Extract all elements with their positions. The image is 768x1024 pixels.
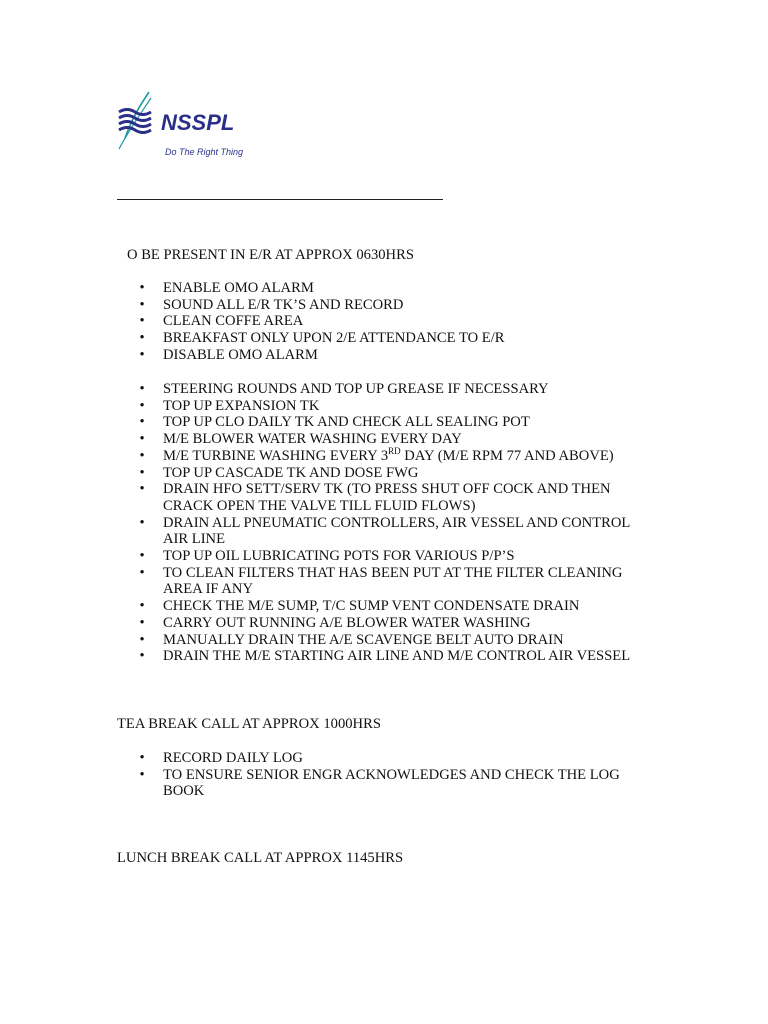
list-item-text: DRAIN ALL PNEUMATIC CONTROLLERS, AIR VESSEL AND CONTROL AIR LINE [163,514,630,548]
list-item [136,414,656,431]
list-item-text: DRAIN HFO SETT/SERV TK (TO PRESS SHUT OFF COCK AND THEN CRACK OPEN THE VALVE TILL FLUID FLOWS) [163,481,611,514]
bullet-icon: • [139,631,145,648]
list-item-text: TOP UP CLO DAILY TK AND CHECK ALL SEALING POT [163,414,530,431]
bullet-icon: • [139,464,145,481]
list-item [136,398,656,415]
list-item-text: TO CLEAN FILTERS THAT HAS BEEN PUT AT THE FILTER CLEANING AREA IF ANY [163,564,623,598]
list-item-text: TOP UP CASCADE TK AND DOSE FWG [163,464,419,481]
logo-graphic [115,86,285,166]
list-item-text: TOP UP EXPANSION TK [163,397,320,414]
bullet-icon: • [139,481,145,498]
morning-task-list-b [136,381,656,665]
bullet-icon: • [139,598,145,615]
list-item-text: BREAKFAST ONLY UPON 2/E ATTENDANCE TO E/R [163,330,505,347]
bullet-icon: • [139,648,145,665]
bullet-icon: • [139,397,145,414]
bullet-icon: • [139,280,145,296]
list-item-text: CHECK THE M/E SUMP, T/C SUMP VENT CONDENSATE DRAIN [163,598,580,615]
list-item-text: CARRY OUT RUNNING A/E BLOWER WATER WASHING [163,614,531,631]
list-item [136,465,656,482]
list-item-text: TOP UP OIL LUBRICATING POTS FOR VARIOUS P/P’S [163,548,515,565]
list-item-text: SOUND ALL E/R TK’S AND RECORD [163,296,404,313]
list-item-text: ENABLE OMO ALARM [163,280,314,296]
list-item-text: RECORD DAILY LOG [163,750,303,766]
list-item-text: M/E BLOWER WATER WASHING EVERY DAY [163,431,462,448]
bullet-icon: • [139,330,145,347]
list-item-text: M/E TURBINE WASHING EVERY 3RD DAY (M/E RPM 77 AND ABOVE) [163,445,614,464]
bullet-icon: • [139,548,145,565]
intro-heading: O BE PRESENT IN E/R AT APPROX 0630HRS [127,247,414,263]
list-item [136,565,656,598]
wave-icon [119,92,151,149]
list-item [136,632,656,649]
list-item [136,767,656,800]
bullet-icon: • [139,514,145,531]
list-item [136,481,656,514]
company-logo [115,86,285,166]
bullet-icon: • [139,313,145,330]
list-item [136,515,656,548]
header-divider [117,199,443,200]
bullet-icon: • [139,447,145,464]
bullet-icon: • [139,346,145,363]
bullet-icon: • [139,750,145,766]
list-item-text: MANUALLY DRAIN THE A/E SCAVENGE BELT AUTO DRAIN [163,631,564,648]
list-item [136,750,656,767]
logo-tagline: Do The Right Thing [165,147,244,157]
list-item [136,445,656,465]
bullet-icon: • [139,766,145,783]
list-item [136,297,656,314]
list-item [136,330,656,347]
list-item [136,280,656,297]
list-item [136,548,656,565]
logo-text: NSSPL [161,110,235,135]
bullet-icon: • [139,296,145,313]
bullet-icon: • [139,414,145,431]
list-item-text: STEERING ROUNDS AND TOP UP GREASE IF NECESSARY [163,381,549,397]
morning-task-list-a [136,280,656,364]
bullet-icon: • [139,564,145,581]
lunch-break-heading: LUNCH BREAK CALL AT APPROX 1145HRS [117,850,404,866]
list-item [136,615,656,632]
list-item [136,347,656,364]
list-item [136,313,656,330]
bullet-icon: • [139,614,145,631]
list-item [136,381,656,398]
list-item-text: DISABLE OMO ALARM [163,346,318,363]
tea-task-list [136,750,656,800]
list-item-text: TO ENSURE SENIOR ENGR ACKNOWLEDGES AND CHECK THE LOG BOOK [163,766,620,800]
tea-break-heading: TEA BREAK CALL AT APPROX 1000HRS [117,716,381,732]
list-item-text: CLEAN COFFE AREA [163,313,304,330]
bullet-icon: • [139,381,145,397]
list-item [136,598,656,615]
bullet-icon: • [139,431,145,448]
list-item-text: DRAIN THE M/E STARTING AIR LINE AND M/E CONTROL AIR VESSEL [163,648,631,665]
list-item [136,648,656,665]
